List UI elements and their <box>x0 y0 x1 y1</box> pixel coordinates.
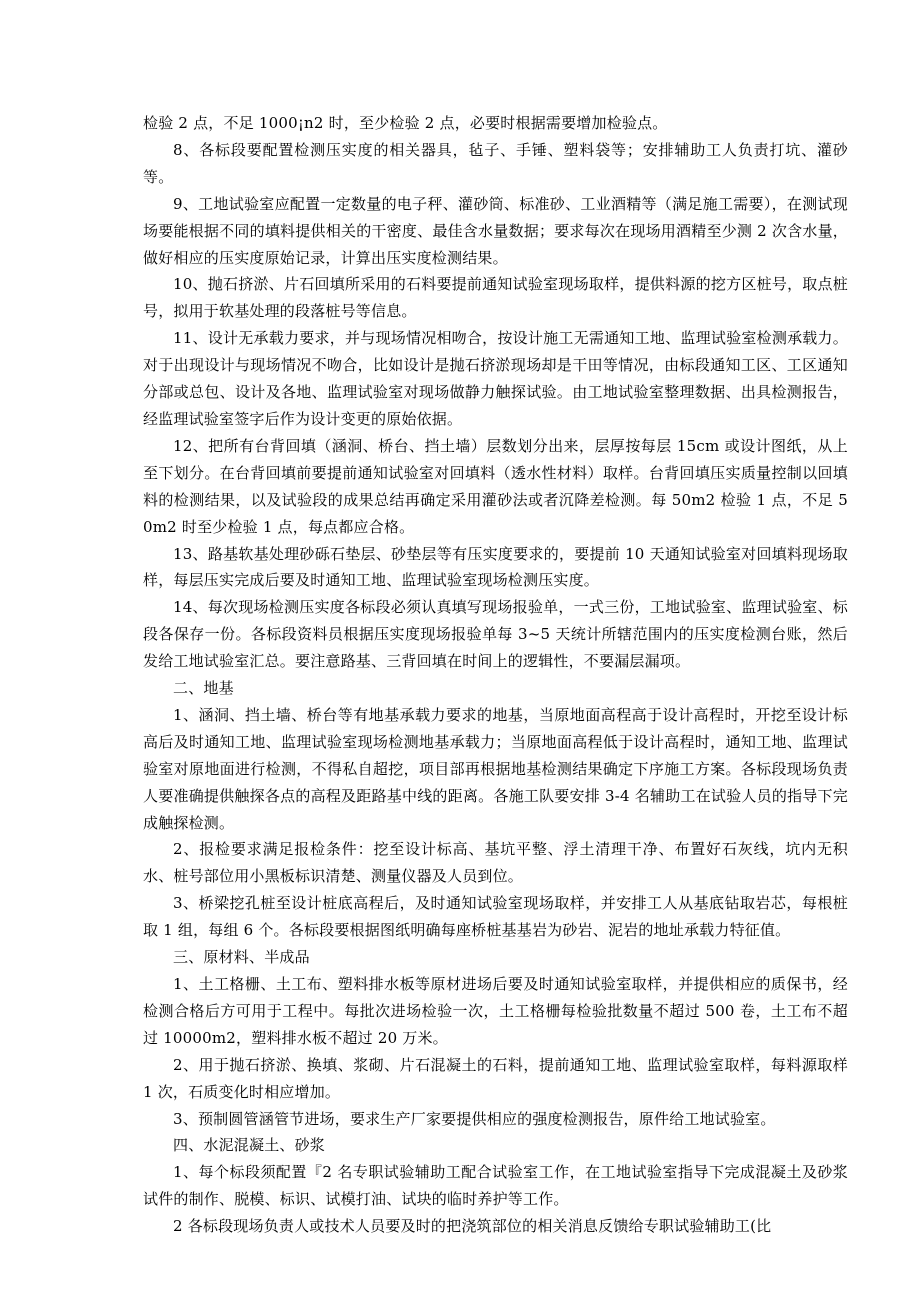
document-page <box>143 110 848 1240</box>
paragraph-foundation-2: 2、报检要求满足报检条件：挖至设计标高、基坑平整、浮土清理干净、布置好石灰线，坑内无积水、桩号部位用小黑板标识清楚、测量仪器及人员到位。 <box>143 840 848 886</box>
paragraph-item-11: 11、设计无承载力要求，并与现场情况相吻合，按设计施工无需通知工地、监理试验室检测承载力。对于出现设计与现场情况不吻合，比如设计是抛石挤淤现场却是干田等情况，由标段通知工区、工区通知分部或总包、设计及各地、监理试验室对现场做静力触探试验。由工地试验室整理数据、出具检测报告，经监理试验室签字后作为设计变更的原始依据。 <box>143 329 848 428</box>
section-heading-concrete-mortar: 四、水泥混凝土、砂浆 <box>173 1136 326 1155</box>
paragraph-foundation-1: 1、涵洞、挡土墙、桥台等有地基承载力要求的地基，当原地面高程高于设计高程时，开挖至设计标高后及时通知工地、监理试验室现场检测地基承载力；当原地面高程低于设计高程时，通知工地、监理试验室对原地面进行检测，不得私自超挖，项目部再根据地基检测结果确定下序施工方案。各标段现场负责人要准确提供触探各点的高程及距路基中线的距离。各施工队要安排 3-4 名辅助工在试验人员的指导下完成触探检测。 <box>143 705 848 832</box>
paragraph-concrete-2: 2 各标段现场负责人或技术人员要及时的把浇筑部位的相关消息反馈给专职试验辅助工(比 <box>173 1217 772 1236</box>
section-heading-raw-materials: 三、原材料、半成品 <box>173 948 310 967</box>
paragraph-item-13: 13、路基软基处理砂砾石垫层、砂垫层等有压实度要求的，要提前 10 天通知试验室对回填料现场取样，每层压实完成后要及时通知工地、监理试验室现场检测压实度。 <box>143 544 848 590</box>
paragraph-item-10: 10、抛石挤淤、片石回填所采用的石料要提前通知试验室现场取样，提供料源的挖方区桩号，取点桩号，拟用于软基处理的段落桩号等信息。 <box>143 275 848 321</box>
paragraph-item-9: 9、工地试验室应配置一定数量的电子秤、灌砂筒、标准砂、工业酒精等（满足施工需要），在测试现场要能根据不同的填料提供相关的干密度、最佳含水量数据；要求每次在现场用酒精至少测 2 次含水量，做好相应的压实度原始记录，计算出压实度检测结果。 <box>143 194 848 267</box>
paragraph-concrete-1: 1、每个标段须配置『2 名专职试验辅助工配合试验室工作，在工地试验室指导下完成混凝土及砂浆试件的制作、脱模、标识、试模打油、试块的临时养护等工作。 <box>143 1163 848 1209</box>
paragraph-item-8: 8、各标段要配置检测压实度的相关器具，毡子、手锤、塑料袋等；安排辅助工人负责打坑、灌砂等。 <box>143 140 848 186</box>
paragraph-materials-3: 3、预制圆管涵管节进场，要求生产厂家要提供相应的强度检测报告，原件给工地试验室。 <box>173 1109 776 1128</box>
paragraph-item-12: 12、把所有台背回填（涵洞、桥台、挡土墙）层数划分出来，层厚按每层 15cm 或设计图纸，从上至下划分。在台背回填前要提前通知试验室对回填料（透水性材料）取样。台背回填压实质量控制以回填料的检测结果，以及试验段的成果总结再确定采用灌砂法或者沉降差检测。每 50m2 检验 1 点，不足 50m2 时至少检验 1 点，每点都应合格。 <box>143 436 848 536</box>
paragraph-materials-2: 2、用于抛石挤淤、换填、浆砌、片石混凝土的石料，提前通知工地、监理试验室取样，每料源取样 1 次，石质变化时相应增加。 <box>143 1055 848 1101</box>
paragraph-materials-1: 1、土工格栅、土工布、塑料排水板等原材进场后要及时通知试验室取样，并提供相应的质保书，经检测合格后方可用于工程中。每批次进场检验一次，土工格栅每检验批数量不超过 500 卷，土工布不超过 10000m2，塑料排水板不超过 20 万米。 <box>143 975 848 1047</box>
paragraph-foundation-3: 3、桥梁挖孔桩至设计桩底高程后，及时通知试验室现场取样，并安排工人从基底钻取岩芯，每根桩取 1 组，每组 6 个。各标段要根据图纸明确每座桥桩基基岩为砂岩、泥岩的地址承载力特征值。 <box>143 894 848 940</box>
paragraph-item-14: 14、每次现场检测压实度各标段必须认真填写现场报验单，一式三份，工地试验室、监理试验室、标段各保存一份。各标段资料员根据压实度现场报验单每 3~5 天统计所辖范围内的压实度检测台账，然后发给工地试验室汇总。要注意路基、三背回填在时间上的逻辑性，不要漏层漏项。 <box>143 598 848 671</box>
section-heading-foundation: 二、地基 <box>173 679 234 698</box>
paragraph-continuation: 检验 2 点，不足 1000¡n2 时，至少检验 2 点，必要时根据需要增加检验点。 <box>143 114 668 132</box>
